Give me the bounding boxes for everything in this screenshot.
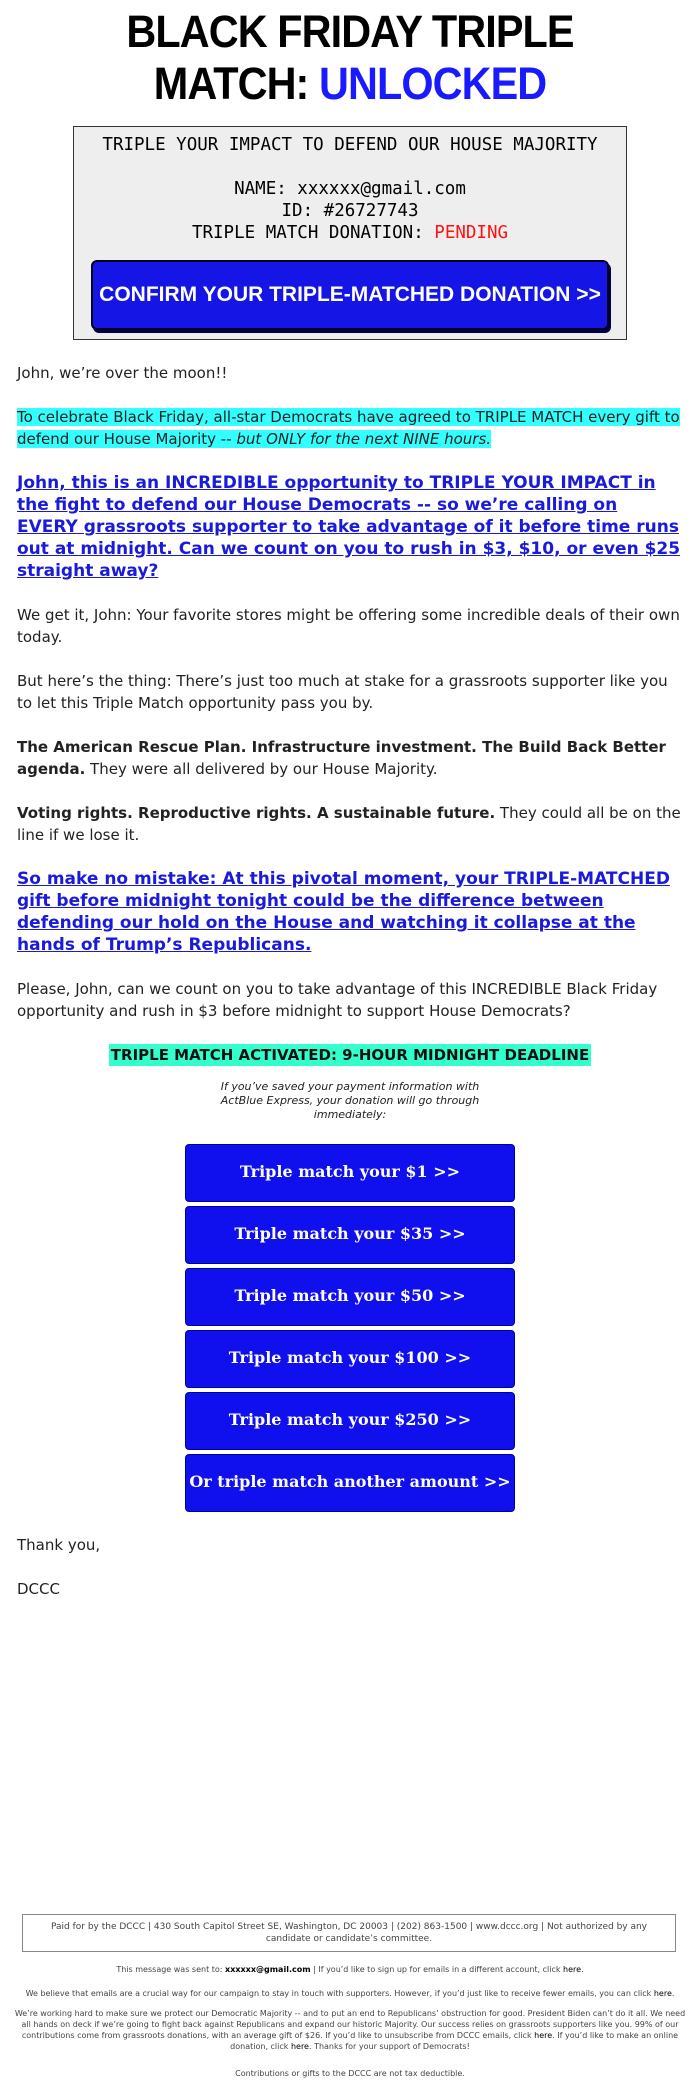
donate-button-1[interactable]: Triple match your $1 >> [185, 1144, 515, 1202]
fewer-emails-line: We believe that emails are a crucial way for our campaign to stay in touch with supporters. However, if you’d just like to receive fewer emails, you can click here. [25, 1989, 675, 1998]
donate-button-group [17, 1144, 683, 1512]
info-id: ID: #26727743 [281, 201, 419, 221]
donate-button-100[interactable]: Triple match your $100 >> [185, 1330, 515, 1388]
headline-line2-prefix: MATCH: [153, 58, 320, 109]
sent-to-line: This message was sent to: xxxxxx@gmail.com | If you’d like to sign up for emails in a different account, click here. [116, 1965, 584, 1974]
paragraph-stake: But here’s the thing: There’s just too much at stake for a grassroots supporter like you to let this Triple Match opportunity pass you by. [17, 672, 668, 712]
headline-unlocked: UNLOCKED [319, 58, 547, 109]
email-container [17, 0, 683, 1600]
sent-to-prefix: This message was sent to: [116, 1965, 226, 1974]
donate-button-250[interactable]: Triple match your $250 >> [185, 1392, 515, 1450]
paragraph-rescue [17, 736, 683, 780]
paragraph-voting [17, 802, 683, 846]
donate-button-other[interactable]: Or triple match another amount >> [185, 1454, 515, 1512]
email-body [17, 362, 683, 1600]
actblue-note: If you’ve saved your payment information with ActBlue Express, your donation will go through immediately: [220, 1080, 480, 1121]
sent-to-email: xxxxxx@gmail.com [225, 1965, 311, 1974]
signoff [17, 1534, 683, 1600]
rescue-rest: They were all delivered by our House Majority. [85, 760, 438, 778]
thanks: Thank you, [17, 1536, 101, 1554]
paid-for-disclaimer: Paid for by the DCCC | 430 South Capitol Street SE, Washington, DC 20003 | (202) 863-1500 | www.dccc.org | Not authorized by any candidate or candidate’s committee. [22, 1914, 676, 1952]
hard-work-paragraph [14, 2008, 686, 2052]
highlight-main: To celebrate Black Friday, all-star Democrats have agreed to TRIPLE MATCH every gift to defend our House Majority -- [17, 408, 680, 448]
headline [44, 6, 657, 110]
tax-disclaimer: Contributions or gifts to the DCCC are not tax deductible. [235, 2069, 465, 2078]
info-status [83, 222, 617, 244]
hard-text-2: . If you’d like to make an online donation, click [230, 2031, 679, 2051]
fewer-emails-link[interactable]: here [653, 1989, 672, 1998]
sent-to-suffix: | If you’d like to sign up for emails in a different account, click [310, 1965, 564, 1974]
voting-rest: They could all be on the line if we lose it. [17, 804, 681, 844]
status-pending: PENDING [434, 223, 509, 243]
highlight-paragraph [17, 406, 683, 450]
donate-link-opportunity[interactable]: John, this is an INCREDIBLE opportunity to TRIPLE YOUR IMPACT in the fight to defend our House Democrats -- so we’re calling on EVERY grassroots supporter to take advantage of it before time runs out at midnight. Can we count on you to rush in $3, $10, or even $25 straight away? [17, 473, 681, 581]
donate-button-35[interactable]: Triple match your $35 >> [185, 1206, 515, 1264]
paragraph-stores: We get it, John: Your favorite stores might be offering some incredible deals of their own today. [17, 606, 680, 646]
info-status-label: TRIPLE MATCH DONATION: [191, 223, 435, 243]
paragraph-please: Please, John, can we count on you to take advantage of this INCREDIBLE Black Friday opportunity and rush in $3 before midnight to support House Democrats? [17, 980, 658, 1020]
donate-button-50[interactable]: Triple match your $50 >> [185, 1268, 515, 1326]
highlight-text [17, 408, 680, 448]
signature-org: DCCC [17, 1580, 60, 1598]
unsubscribe-link[interactable]: here [534, 2031, 553, 2040]
headline-line1: BLACK FRIDAY TRIPLE [126, 6, 574, 57]
fewer-emails-text: We believe that emails are a crucial way for our campaign to stay in touch with supporters. However, if you’d just like to receive fewer emails, you can click [25, 1989, 654, 1998]
info-title: TRIPLE YOUR IMPACT TO DEFEND OUR HOUSE MAJORITY [102, 135, 598, 155]
info-name: NAME: xxxxxx@gmail.com [234, 179, 466, 199]
greeting: John, we’re over the moon!! [17, 364, 228, 382]
donate-link-pivotal[interactable]: So make no mistake: At this pivotal moment, your TRIPLE-MATCHED gift before midnight tonight could be the difference between defending our hold on the House and watching it collapse at the hands of Trump’s Republicans. [17, 869, 670, 955]
donation-info-box [73, 126, 627, 340]
deadline-banner: TRIPLE MATCH ACTIVATED: 9-HOUR MIDNIGHT DEADLINE [110, 1046, 590, 1064]
rescue-bold: The American Rescue Plan. Infrastructure investment. The Build Back Better agenda. [17, 738, 666, 778]
hard-text-1: We’re working hard to make sure we protect our Democratic Majority -- and to put an end to Republicans’ obstruction for good. President Biden can’t do it all. We need all hands on deck if we’re going to fight back against Republicans and expand our historic Majority. Our success relies on grassroots supporters like you. 99% of our contributions come from grassroots donations, with an average gift of $26. If you’d like to unsubscribe from DCCC emails, click [14, 2009, 686, 2040]
voting-bold: Voting rights. Reproductive rights. A sustainable future. [17, 804, 496, 822]
confirm-donation-button[interactable]: CONFIRM YOUR TRIPLE-MATCHED DONATION >> [91, 260, 609, 330]
switch-account-link[interactable]: here [563, 1965, 582, 1974]
highlight-italic: but ONLY for the next NINE hours. [236, 430, 492, 448]
online-donation-link[interactable]: here [290, 2042, 309, 2051]
hard-text-3: . Thanks for your support of Democrats! [308, 2042, 470, 2051]
